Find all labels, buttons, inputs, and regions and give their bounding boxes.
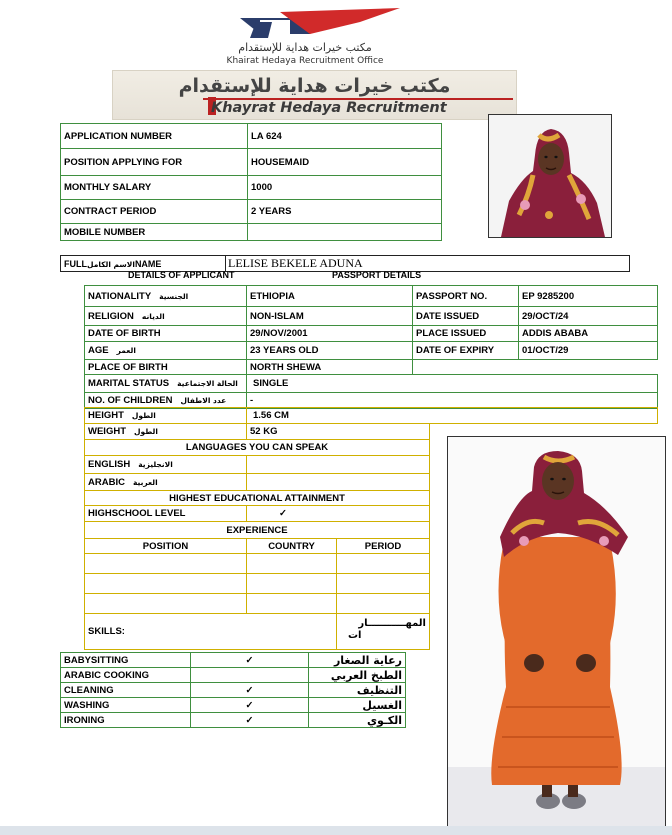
skill-row-babysitting [61,653,406,668]
passport-heading: PASSPORT DETAILS [332,270,422,280]
education-check-icon: ✓ [247,506,430,522]
fullname-label-arabic: الاسم الكامل [87,259,135,269]
passport-no-label: PASSPORT NO. [413,286,519,307]
skill-row-ironing [61,713,406,728]
weight-table [84,423,430,440]
position-label: POSITION APPLYING FOR [61,149,248,176]
religion-label: RELIGION [88,310,134,322]
marital-arabic: الحالة الاجتماعية [177,379,238,388]
exp-header-country: COUNTRY [247,539,337,554]
fullname-label-prefix: FULL [64,258,87,269]
app-number-label: APPLICATION NUMBER [61,124,248,149]
age-value: 23 YEARS OLD [247,342,413,360]
skill-row-cleaning [61,683,406,698]
place-issued-label: PLACE ISSUED [413,326,519,342]
contract-value: 2 YEARS [248,200,442,224]
children-label: NO. OF CHILDREN [88,395,173,406]
dob-label: DATE OF BIRTH [85,326,247,342]
marital-label: MARITAL STATUS [88,378,170,389]
arabic-value [247,474,430,491]
exp-row [85,594,430,614]
measure-table [84,407,658,424]
children-arabic: عدد الاطفال [180,396,227,405]
app-number-value: LA 624 [248,124,442,149]
skill-arabic: رعاية الصغار [333,653,402,667]
skills-table [60,652,406,728]
date-issued-value: 29/OCT/24 [519,307,658,326]
fullname-label-suffix: NAME [134,258,162,269]
check-icon: ✓ [191,683,309,698]
english-arabic: الانجليزية [138,460,173,469]
contract-label: CONTRACT PERIOD [61,200,248,224]
age-arabic: العمر [116,346,136,355]
height-arabic: الطول [131,411,156,420]
logo-english-text: Khairat Hedaya Recruitment Office [226,56,384,66]
experience-table [84,521,430,650]
details-heading: DETAILS OF APPLICANT [128,270,235,280]
check-icon [191,668,309,683]
skill-arabic: التنظيف [356,683,402,697]
education-title: HIGHEST EDUCATIONAL ATTAINMENT [85,491,430,506]
banner-english: Khayrat Hedaya Recruitment [203,98,513,116]
weight-label: WEIGHT [88,426,126,437]
date-issued-label: DATE ISSUED [413,307,519,326]
skills-arabic-1: المهـــــــــــار [358,618,426,629]
education-level: HIGHSCHOOL LEVEL [85,506,247,522]
dob-value: 29/NOV/2001 [247,326,413,342]
weight-value: 52 KG [247,424,430,440]
exp-row [85,574,430,594]
check-icon: ✓ [191,698,309,713]
children-value: - [247,393,658,409]
skill-arabic: الكـوي [366,713,402,727]
nationality-label: NATIONALITY [88,290,152,302]
skill-label: BABYSITTING [61,653,191,668]
arabic-arabic: العربية [132,477,158,487]
logo-arabic-text: مكتب خيرات هداية للإستقدام [238,41,372,54]
company-banner [112,70,517,120]
skill-label: WASHING [61,698,191,713]
check-icon: ✓ [191,653,309,668]
expiry-value: 01/OCT/29 [519,342,658,360]
skill-arabic: الطبخ العربي [330,668,402,682]
religion-arabic: الديانه [141,311,165,321]
check-icon: ✓ [191,713,309,728]
skill-label: IRONING [61,713,191,728]
skill-label: ARABIC COOKING [61,668,191,683]
age-label: AGE [88,345,109,356]
skills-arabic-2: ات [348,630,362,641]
birthplace-label: PLACE OF BIRTH [85,360,247,375]
skills-label: SKILLS: [85,614,337,650]
nationality-value: ETHIOPIA [247,286,413,307]
position-value: HOUSEMAID [248,149,442,176]
company-logo [160,4,450,66]
marital-value: SINGLE [247,375,658,393]
skill-label: CLEANING [61,683,191,698]
exp-header-position: POSITION [85,539,247,554]
arabic-label: ARABIC [88,476,125,488]
place-issued-value: ADDIS ABABA [519,326,658,342]
birthplace-value: NORTH SHEWA [247,360,413,375]
languages-table [84,439,430,522]
banner-arabic: مكتب خيرات هداية للإستقدام [178,75,451,97]
nationality-arabic: الجنسية [159,291,189,301]
skill-arabic: الغسيل [362,698,402,712]
fullname-value: LELISE BEKELE ADUNA [226,256,630,272]
religion-value: NON-ISLAM [247,307,413,326]
personal2-table [84,374,658,409]
passport-no-value: EP 9285200 [519,286,658,307]
full-body-photo [447,436,666,827]
english-value [247,456,430,474]
salary-value: 1000 [248,176,442,200]
languages-title: LANGUAGES YOU CAN SPEAK [85,440,430,456]
experience-title: EXPERIENCE [85,522,430,539]
mobile-value [248,224,442,241]
english-label: ENGLISH [88,459,131,470]
weight-arabic: الطول [134,427,158,436]
mobile-label: MOBILE NUMBER [61,224,248,241]
page-footer-strip [0,826,672,835]
skill-row-arabic-cooking [61,668,406,683]
personal-table [84,285,658,375]
height-label: HEIGHT [88,410,124,421]
height-value: 1.56 CM [247,408,658,424]
headshot-photo [488,114,612,238]
skill-row-washing [61,698,406,713]
expiry-label: DATE OF EXPIRY [413,342,519,360]
exp-header-period: PERIOD [337,539,430,554]
exp-row [85,554,430,574]
application-table [60,123,442,241]
salary-label: MONTHLY SALARY [61,176,248,200]
